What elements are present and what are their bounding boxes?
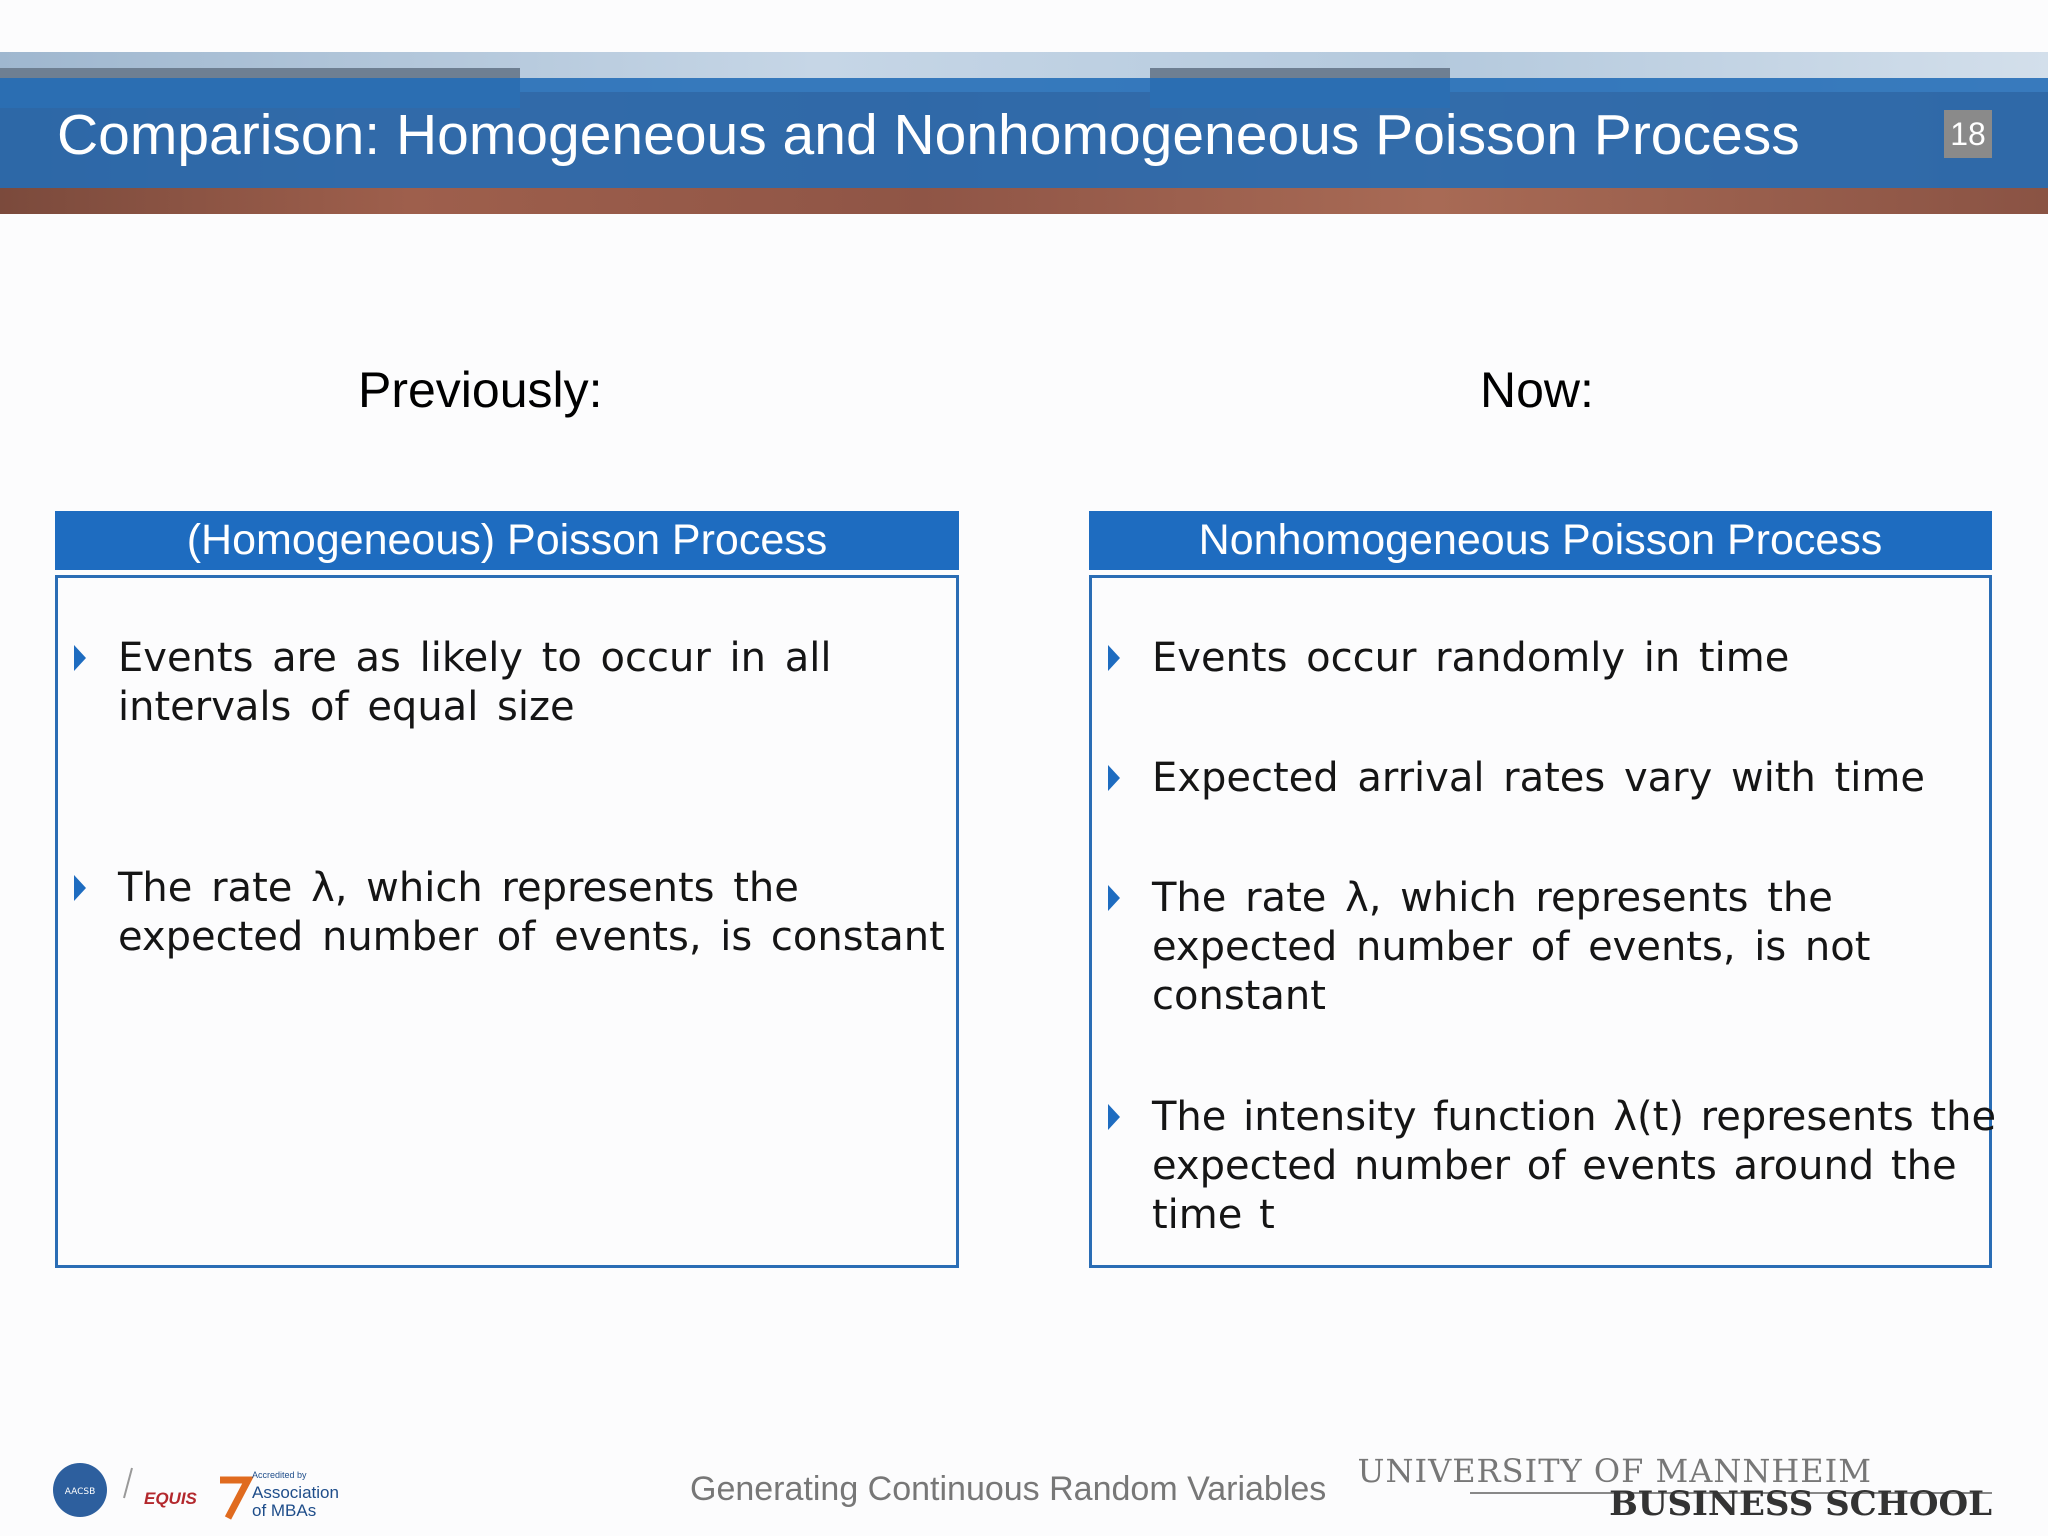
page-number-badge: 18 [1944,110,1992,158]
business-school-name: BUSINESS SCHOOL [1609,1484,1992,1524]
accreditation-logos [52,1458,362,1522]
footer-lecture-title: Generating Continuous Random Variables [690,1470,1327,1508]
right-bullet-2 [1108,754,1925,803]
left-bullet-2 [74,864,945,962]
right-bullet-3-text: The rate λ, which represents the expected number of events, is not constant [1152,875,1871,1019]
left-bullet-2-text: The rate λ, which represents the expected number of events, is constant [118,865,945,960]
left-column-heading: Previously: [358,362,603,418]
left-bullet-1-text: Events are as likely to occur in all intervals of equal size [118,635,832,730]
bullet-triangle-icon [74,645,86,671]
right-bullet-1-text: Events occur randomly in time [1152,635,1790,681]
left-bullet-1 [74,634,831,732]
university-logo [1357,1452,1992,1524]
right-bullet-3 [1108,874,1870,1021]
amba-logo-line2: Association [252,1483,339,1502]
right-bullet-4 [1108,1093,1996,1240]
right-bullet-2-text: Expected arrival rates vary with time [1152,755,1925,801]
right-bullet-4-text: The intensity function λ(t) represents the expected number of events around the time t [1152,1094,1997,1238]
amba-logo-icon [220,1480,248,1518]
right-box-title: Nonhomogeneous Poisson Process [1089,511,1992,570]
right-bullet-1 [1108,634,1789,683]
bullet-triangle-icon [1108,1104,1120,1130]
amba-logo-line1: Accredited by [252,1470,307,1480]
bullet-triangle-icon [1108,645,1120,671]
equis-logo-icon [124,1468,132,1498]
bullet-triangle-icon [74,875,86,901]
equis-logo-text: EQUIS [144,1489,197,1508]
slide-title: Comparison: Homogeneous and Nonhomogeneous Poisson Process [57,103,1800,167]
left-box-title: (Homogeneous) Poisson Process [55,511,959,570]
right-column-heading: Now: [1480,362,1594,418]
university-name: UNIVERSITY OF MANNHEIM [1357,1452,1872,1490]
amba-logo-line3: of MBAs [252,1501,317,1520]
aacsb-logo-text: AACSB [64,1487,96,1497]
bullet-triangle-icon [1108,765,1120,791]
bullet-triangle-icon [1108,885,1120,911]
